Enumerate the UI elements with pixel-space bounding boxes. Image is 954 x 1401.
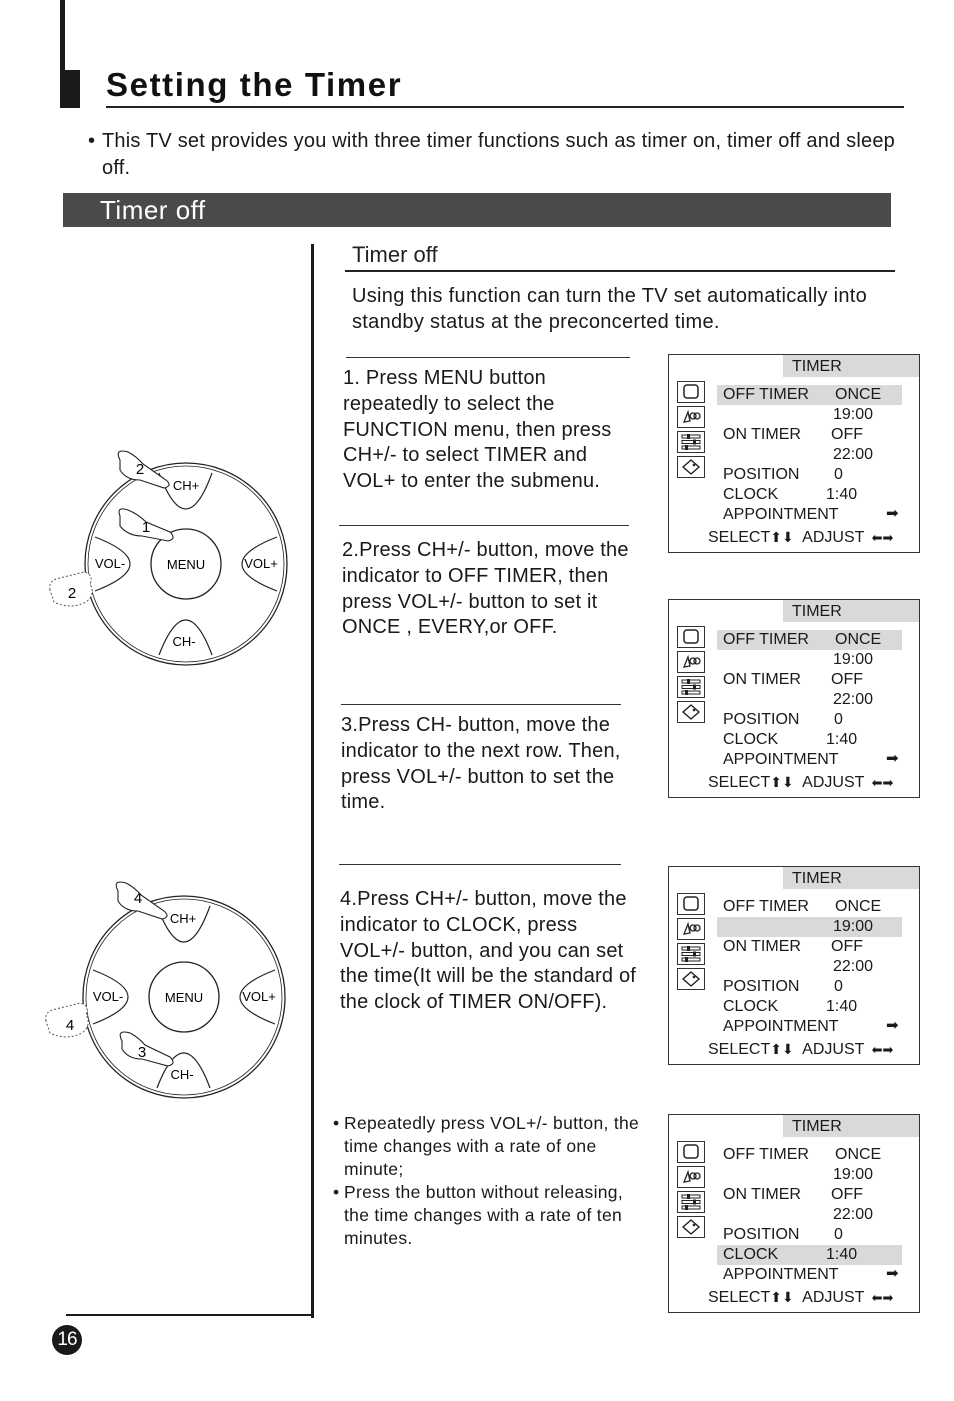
position-value: 0 xyxy=(834,466,843,483)
on-timer-time: 22:00 xyxy=(833,958,874,975)
menu-row-clock xyxy=(717,997,902,1017)
step-1-text: 1. Press MENU button repeatedly to select the FUNCTION menu, then press CH+/- to select TIMER and VOL+ to enter the submenu. xyxy=(343,367,612,493)
step-divider xyxy=(339,864,621,865)
picture-icon xyxy=(677,381,705,403)
step-3-text: 3.Press CH- button, move the indicator to the next row. Then, press VOL+/- button to set the time. xyxy=(341,714,621,814)
note-bullet: • xyxy=(333,1113,340,1133)
clock-value: 1:40 xyxy=(826,1246,858,1263)
arrow-right-icon: ➡ xyxy=(886,1265,899,1282)
off-timer-mode: ONCE xyxy=(835,631,882,648)
subsection-underline xyxy=(345,270,895,272)
step-divider xyxy=(341,704,621,705)
on-timer-label: ON TIMER xyxy=(723,938,801,955)
arrow-right-icon: ➡ xyxy=(886,505,899,522)
position-label: POSITION xyxy=(723,711,800,728)
menu-row-off-timer xyxy=(717,630,902,650)
menu-row-appointment xyxy=(717,1265,902,1285)
off-timer-mode: ONCE xyxy=(835,898,882,915)
adjust-label: ADJUST xyxy=(802,529,865,546)
column-bottom-rule xyxy=(66,1314,314,1316)
menu-row-off-timer-time xyxy=(717,1165,902,1185)
arrow-right-icon: ➡ xyxy=(886,750,899,767)
appointment-label: APPOINTMENT xyxy=(723,1018,839,1035)
clock-label: CLOCK xyxy=(723,731,779,748)
page-title: Setting the Timer xyxy=(106,66,403,103)
menu-icon-column xyxy=(677,381,705,481)
menu-row-on-timer xyxy=(717,425,902,445)
select-label: SELECT xyxy=(708,1041,771,1058)
adjust-label: ADJUST xyxy=(802,1289,865,1306)
notes-list xyxy=(333,1112,653,1250)
column-divider xyxy=(311,244,314,1318)
clock-value: 1:40 xyxy=(826,731,858,748)
timer-menu-screen xyxy=(668,1114,920,1313)
menu-row-off-timer xyxy=(717,1145,902,1165)
up-down-arrows-icon: ⬆⬇ xyxy=(770,1041,794,1057)
menu-label: MENU xyxy=(164,990,204,1005)
timer-menu-screen xyxy=(668,354,920,553)
menu-row-off-timer xyxy=(717,897,902,917)
menu-header: TIMER xyxy=(783,1115,919,1137)
menu-row-on-timer-time xyxy=(717,690,902,710)
off-timer-label: OFF TIMER xyxy=(723,386,809,403)
adjust-label: ADJUST xyxy=(802,774,865,791)
menu-footer xyxy=(708,774,893,792)
note-item xyxy=(333,1181,653,1250)
note-text: Repeatedly press VOL+/- button, the time changes with a rate of one minute; xyxy=(344,1113,640,1179)
left-right-arrows-icon: ⬅➡ xyxy=(871,775,894,790)
select-label: SELECT xyxy=(708,774,771,791)
menu-row-off-timer-time xyxy=(717,405,902,425)
menu-row-clock xyxy=(717,730,902,750)
up-down-arrows-icon: ⬆⬇ xyxy=(770,774,794,790)
menu-row-off-timer xyxy=(717,385,902,405)
position-label: POSITION xyxy=(723,1226,800,1243)
ch-minus-label: CH- xyxy=(172,634,196,649)
menu-footer xyxy=(708,529,893,547)
tag-icon xyxy=(677,1216,705,1238)
page-number-badge: 16 xyxy=(52,1325,82,1355)
sound-icon xyxy=(677,1166,705,1188)
picture-icon xyxy=(677,626,705,648)
step-4-text: 4.Press CH+/- button, move the indicator to CLOCK, press VOL+/- button, and you can set the time(It will be the standard of the clock of TIMER ON/OFF). xyxy=(340,888,637,1014)
clock-label: CLOCK xyxy=(723,998,779,1015)
on-timer-mode: OFF xyxy=(831,426,863,443)
off-timer-time: 19:00 xyxy=(833,406,874,423)
note-text: Press the button without releasing, the time changes with a rate of ten minutes. xyxy=(344,1182,623,1248)
clock-value: 1:40 xyxy=(826,998,858,1015)
menu-row-on-timer xyxy=(717,1185,902,1205)
step-divider xyxy=(346,357,630,358)
tag-icon xyxy=(677,456,705,478)
ch-plus-label: CH+ xyxy=(172,478,200,493)
position-value: 0 xyxy=(834,1226,843,1243)
on-timer-label: ON TIMER xyxy=(723,1186,801,1203)
off-timer-time: 19:00 xyxy=(833,651,874,668)
ch-plus-label: CH+ xyxy=(169,911,197,926)
menu-icon-column xyxy=(677,893,705,993)
menu-row-position xyxy=(717,977,902,997)
position-label: POSITION xyxy=(723,978,800,995)
on-timer-label: ON TIMER xyxy=(723,426,801,443)
on-timer-time: 22:00 xyxy=(833,1206,874,1223)
menu-label: MENU xyxy=(166,557,206,572)
off-timer-mode: ONCE xyxy=(835,1146,882,1163)
appointment-label: APPOINTMENT xyxy=(723,751,839,768)
menu-row-on-timer-time xyxy=(717,445,902,465)
vol-plus-label: VOL+ xyxy=(244,556,278,571)
tag-icon xyxy=(677,968,705,990)
adjust-label: ADJUST xyxy=(802,1041,865,1058)
title-underline xyxy=(106,106,904,108)
step-2-text: 2.Press CH+/- button, move the indicator to OFF TIMER, then press VOL+/- button to set it ONCE , EVERY,or OFF. xyxy=(342,539,629,639)
position-value: 0 xyxy=(834,711,843,728)
pointing-hand-icon xyxy=(120,1032,173,1066)
left-right-arrows-icon: ⬅➡ xyxy=(871,530,894,545)
callout-number: 1 xyxy=(141,519,151,536)
off-timer-time: 19:00 xyxy=(833,1166,874,1183)
menu-footer xyxy=(708,1289,893,1307)
vol-minus-label: VOL- xyxy=(94,556,126,571)
left-right-arrows-icon: ⬅➡ xyxy=(871,1290,894,1305)
tag-icon xyxy=(677,701,705,723)
picture-icon xyxy=(677,893,705,915)
off-timer-label: OFF TIMER xyxy=(723,631,809,648)
function-icon xyxy=(677,1191,705,1213)
intro-bullet: • xyxy=(88,130,96,152)
timer-menu-screen xyxy=(668,866,920,1065)
menu-row-off-timer-time xyxy=(717,650,902,670)
picture-icon xyxy=(677,1141,705,1163)
menu-header: TIMER xyxy=(783,355,919,377)
subsection-description: Using this function can turn the TV set automatically into standby status at the preconcerted time. xyxy=(352,285,868,333)
clock-value: 1:40 xyxy=(826,486,858,503)
vol-minus-label: VOL- xyxy=(92,989,124,1004)
appointment-label: APPOINTMENT xyxy=(723,1266,839,1283)
position-value: 0 xyxy=(834,978,843,995)
left-right-arrows-icon: ⬅➡ xyxy=(871,1042,894,1057)
subsection-title: Timer off xyxy=(352,242,438,267)
clock-label: CLOCK xyxy=(723,486,779,503)
off-timer-time: 19:00 xyxy=(833,918,874,935)
function-icon xyxy=(677,676,705,698)
menu-row-appointment xyxy=(717,750,902,770)
timer-menu-screen xyxy=(668,599,920,798)
sound-icon xyxy=(677,918,705,940)
select-label: SELECT xyxy=(708,529,771,546)
remote-control-diagram-2 xyxy=(40,873,300,1113)
callout-number: 4 xyxy=(65,1017,75,1034)
ch-minus-label: CH- xyxy=(170,1067,194,1082)
menu-row-on-timer-time xyxy=(717,1205,902,1225)
on-timer-label: ON TIMER xyxy=(723,671,801,688)
arrow-right-icon: ➡ xyxy=(886,1017,899,1034)
intro-text: This TV set provides you with three timer functions such as timer on, timer off and sleep off. xyxy=(102,130,895,179)
off-timer-label: OFF TIMER xyxy=(723,1146,809,1163)
on-timer-time: 22:00 xyxy=(833,691,874,708)
callout-number: 2 xyxy=(67,585,77,602)
menu-icon-column xyxy=(677,626,705,726)
callout-number: 2 xyxy=(135,461,145,478)
menu-row-off-timer-time xyxy=(717,917,902,937)
menu-row-position xyxy=(717,465,902,485)
function-icon xyxy=(677,431,705,453)
note-item xyxy=(333,1112,653,1181)
sound-icon xyxy=(677,651,705,673)
menu-row-clock xyxy=(717,1245,902,1265)
clock-label: CLOCK xyxy=(723,1246,779,1263)
on-timer-time: 22:00 xyxy=(833,446,874,463)
section-title: Timer off xyxy=(100,195,206,225)
up-down-arrows-icon: ⬆⬇ xyxy=(770,529,794,545)
on-timer-mode: OFF xyxy=(831,1186,863,1203)
menu-row-on-timer xyxy=(717,937,902,957)
position-label: POSITION xyxy=(723,466,800,483)
header-block-accent xyxy=(60,70,80,108)
menu-row-on-timer-time xyxy=(717,957,902,977)
menu-header: TIMER xyxy=(783,600,919,622)
intro-paragraph xyxy=(88,128,908,182)
on-timer-mode: OFF xyxy=(831,938,863,955)
menu-row-on-timer xyxy=(717,670,902,690)
menu-row-position xyxy=(717,1225,902,1245)
remote-control-diagram-1 xyxy=(40,440,300,680)
note-bullet: • xyxy=(333,1182,340,1202)
callout-number: 4 xyxy=(133,890,143,907)
menu-footer xyxy=(708,1041,893,1059)
step-divider xyxy=(339,525,629,526)
menu-header: TIMER xyxy=(783,867,919,889)
select-label: SELECT xyxy=(708,1289,771,1306)
menu-row-clock xyxy=(717,485,902,505)
menu-row-appointment xyxy=(717,505,902,525)
callout-number: 3 xyxy=(137,1044,147,1061)
up-down-arrows-icon: ⬆⬇ xyxy=(770,1289,794,1305)
function-icon xyxy=(677,943,705,965)
vol-plus-label: VOL+ xyxy=(242,989,276,1004)
off-timer-label: OFF TIMER xyxy=(723,898,809,915)
menu-icon-column xyxy=(677,1141,705,1241)
off-timer-mode: ONCE xyxy=(835,386,882,403)
menu-row-appointment xyxy=(717,1017,902,1037)
on-timer-mode: OFF xyxy=(831,671,863,688)
appointment-label: APPOINTMENT xyxy=(723,506,839,523)
menu-row-position xyxy=(717,710,902,730)
sound-icon xyxy=(677,406,705,428)
